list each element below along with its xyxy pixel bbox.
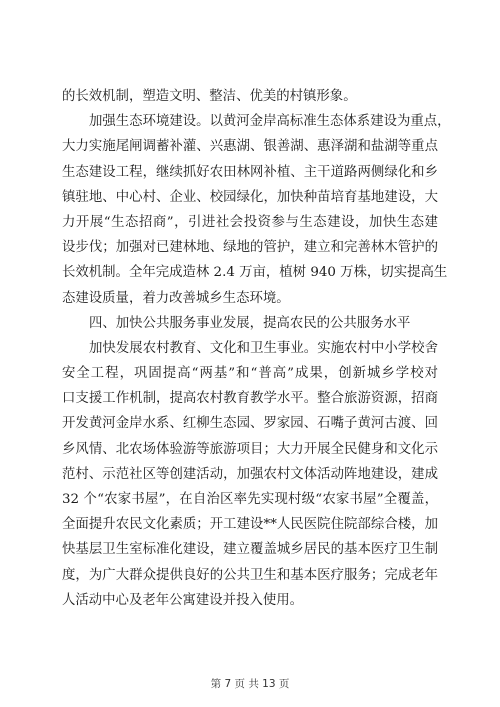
text-line: 32 个“农家书屋”，在自治区率先实现村级“农家书屋”全覆盖， — [62, 492, 438, 507]
page-number-footer: 第 7 页 共 13 页 — [210, 678, 290, 690]
text-line: 设步伐；加强对已建林地、绿地的管护，建立和完善林木管护的 — [62, 240, 438, 256]
text-line: 开发黄河金岸水系、红柳生态园、罗家园、石嘴子黄河古渡、回 — [62, 416, 438, 432]
text-line: 加强生态环境建设。以黄河金岸高标准生态体系建设为重点， — [89, 114, 451, 130]
text-line: 口支援工作机制，提高农村教育教学水平。整合旅游资源，招商 — [62, 391, 438, 407]
text-line: 快基层卫生室标准化建设，建立覆盖城乡居民的基本医疗卫生制 — [62, 542, 438, 558]
text-line: 镇驻地、中心村、企业、校园绿化，加快种苗培育基地建设，大 — [62, 189, 438, 205]
text-line: 度，为广大群众提供良好的公共卫生和基本医疗服务；完成老年 — [62, 567, 438, 583]
text-line: 力开展“生态招商”，引进社会投资参与生态建设，加快生态建 — [62, 214, 438, 230]
text-line: 全面提升农民文化素质；开工建设**人民医院住院部综合楼，加 — [62, 517, 438, 533]
section-heading: 四、加快公共服务事业发展，提高农民的公共服务水平 — [89, 315, 411, 331]
text-line: 范村、示范社区等创建活动，加强农村文体活动阵地建设，建成 — [62, 466, 438, 482]
text-line: 的长效机制，塑造文明、整洁、优美的村镇形象。 — [62, 89, 357, 104]
text-line: 加快发展农村教育、文化和卫生事业。实施农村中小学校舍 — [89, 340, 438, 356]
text-line: 态建设质量，着力改善城乡生态环境。 — [62, 290, 290, 306]
text-line: 大力实施尾闸调蓄补灌、兴惠湖、银善湖、惠泽湖和盐湖等重点 — [62, 139, 438, 155]
text-line: 人活动中心及老年公寓建设并投入使用。 — [62, 592, 304, 608]
text-line: 长效机制。全年完成造林 2.4 万亩，植树 940 万株，切实提高生 — [62, 265, 448, 281]
body-text — [62, 84, 451, 613]
text-line: 生态建设工程，继续抓好农田林网补植、主干道路两侧绿化和乡 — [62, 164, 438, 180]
text-line: 乡风情、北农场体验游等旅游项目；大力开展全民健身和文化示 — [62, 441, 438, 457]
text-line: 安全工程，巩固提高“两基”和“普高”成果，创新城乡学校对 — [62, 366, 438, 382]
